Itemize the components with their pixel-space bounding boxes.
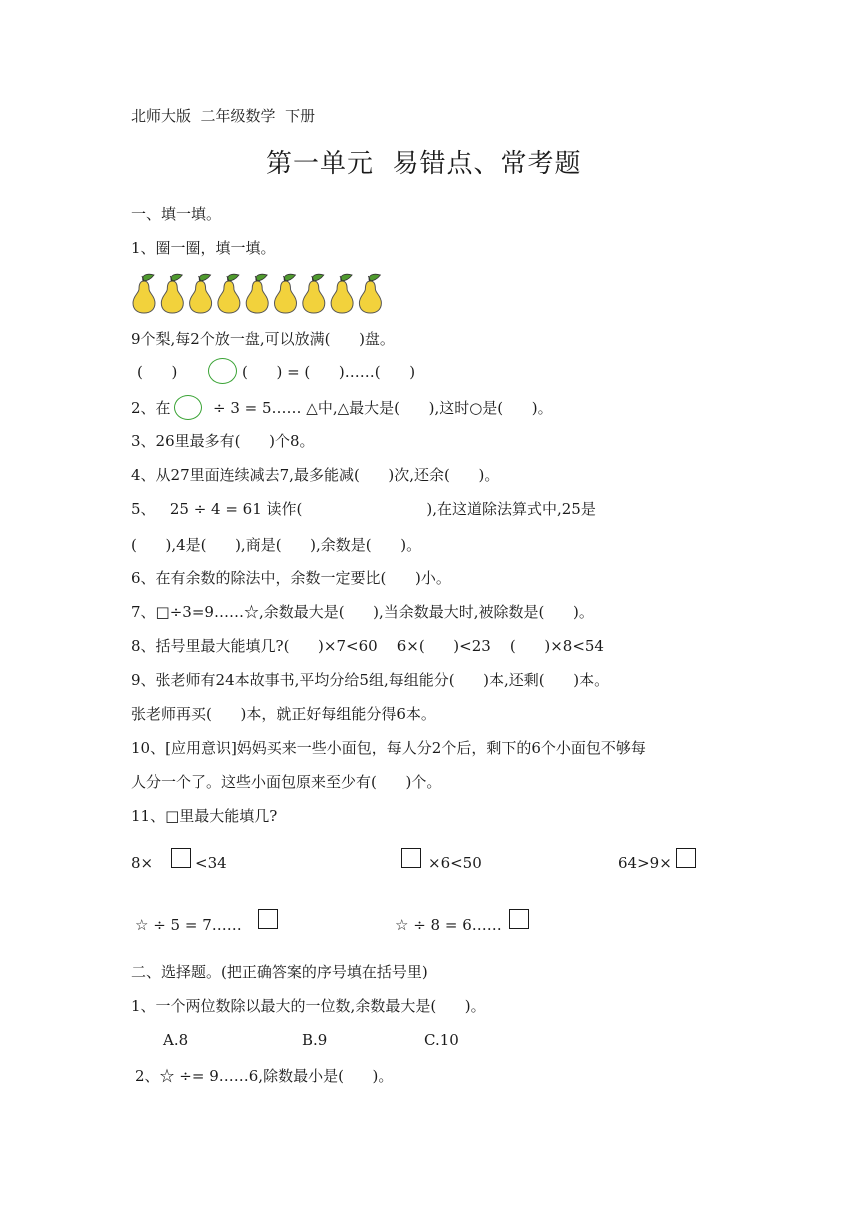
answer-box [509,909,529,929]
question-5-line-1: 5、 25 ÷ 4 = 61 读作( ),在这道除法算式中,25是 [131,500,596,518]
question-8: 8、括号里最大能填几?( )×7<60 6×( )<23 ( )×8<54 [131,637,604,655]
pear-icon [190,274,212,313]
pear-icon [133,274,155,313]
section-1-heading: 一、填一填。 [131,205,222,223]
section-2-heading: 二、选择题。(把正确答案的序号填在括号里) [131,963,428,981]
question-1-line-2b: ( ) = ( )……( ) [242,363,416,381]
question-3: 3、26里最多有( )个8。 [131,432,315,450]
pear-icon [161,274,183,313]
q11-expr-2-right: ×6<50 [428,854,482,872]
page-title: 第一单元 易错点、常考题 [266,149,582,179]
question-2-a: 2、在 [131,399,171,417]
pear-icon [218,274,240,313]
q11-expr-3-left: 64>9× [618,854,672,872]
answer-box [258,909,278,929]
answer-box [171,848,191,868]
answer-circle [174,395,202,420]
q11-expr-5-left: ☆ ÷ 8 = 6…… [395,916,502,934]
answer-box [676,848,696,868]
answer-box [401,848,421,868]
pear-icon [275,274,297,313]
choice-question-2: 2、☆ ÷= 9……6,除数最小是( )。 [135,1067,394,1085]
question-7: 7、□÷3=9……☆,余数最大是( ),当余数最大时,被除数是( )。 [131,603,594,621]
question-1-line-2a: ( ) [137,363,178,381]
q11-expr-4-left: ☆ ÷ 5 = 7…… [135,916,242,934]
question-5-line-2: ( ),4是( ),商是( ),余数是( )。 [131,536,422,554]
q11-expr-1-left: 8× [131,854,154,872]
question-10-line-1: 10、[应用意识]妈妈买来一些小面包，每人分2个后，剩下的6个小面包不够每 [131,739,646,757]
answer-circle [208,358,237,384]
pear-icon [331,274,353,313]
subtitle: 北师大版 二年级数学 下册 [131,107,316,125]
option-c: C.10 [424,1031,459,1049]
question-1-line-1: 9个梨,每2个放一盘,可以放满( )盘。 [131,330,395,348]
question-10-line-2: 人分一个了。这些小面包原来至少有( )个。 [131,773,442,791]
option-a: A.8 [163,1031,189,1049]
pear-icon [359,274,381,313]
choice-question-1: 1、一个两位数除以最大的一位数,余数最大是( )。 [131,997,486,1015]
q11-expr-1-right: <34 [195,854,227,872]
question-1: 1、圈一圈，填一填。 [131,239,276,257]
question-9-line-2: 张老师再买( )本，就正好每组能分得6本。 [131,705,436,723]
question-6: 6、在有余数的除法中，余数一定要比( )小。 [131,569,451,587]
pear-icon [246,274,268,313]
question-11: 11、□里最大能填几? [131,807,278,825]
pears-image [130,272,392,314]
question-4: 4、从27里面连续减去7,最多能减( )次,还余( )。 [131,466,500,484]
question-2-b: ÷ 3 = 5…… △中,△最大是( ),这时○是( )。 [213,399,553,417]
pear-icon [303,274,325,313]
option-b: B.9 [302,1031,328,1049]
question-9-line-1: 9、张老师有24本故事书,平均分给5组,每组能分( )本,还剩( )本。 [131,671,610,689]
